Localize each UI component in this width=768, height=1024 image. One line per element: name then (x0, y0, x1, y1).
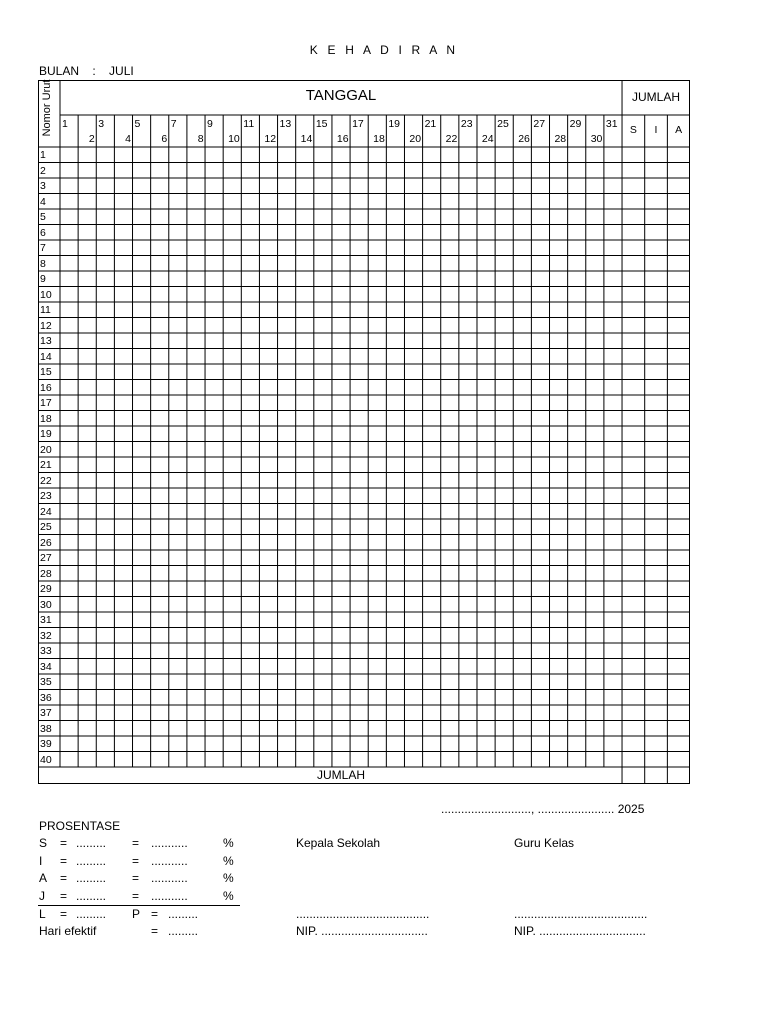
row-number: 28 (40, 567, 52, 580)
stat-pct: % (223, 853, 234, 868)
document-title: K E H A D I R A N (309, 43, 459, 57)
row-number: 18 (40, 412, 52, 425)
row-number: 5 (40, 211, 46, 223)
month-separator: : (92, 64, 96, 78)
day-number: 29 (569, 118, 582, 130)
row-number: 10 (40, 288, 52, 301)
day-number: 2 (88, 133, 95, 145)
day-number: 7 (170, 118, 177, 130)
stat-v1: ......... (76, 836, 107, 850)
day-number: 16 (336, 133, 349, 145)
hari-efektif-value: ......... (168, 924, 199, 938)
attendance-table (38, 80, 690, 784)
stat-v2: ........... (151, 836, 188, 850)
stat-pct: % (223, 871, 234, 885)
row-number: 17 (40, 397, 52, 409)
guru-kelas-nip: NIP. ................................ (514, 924, 646, 938)
summary-column-s: S (629, 124, 637, 136)
jumlah-header: JUMLAH (631, 90, 680, 104)
stat-eq1: = (60, 853, 68, 868)
day-number: 28 (554, 133, 567, 145)
month-label: BULAN (39, 64, 80, 78)
row-number: 14 (40, 350, 52, 363)
row-number: 25 (40, 521, 52, 533)
stat-eq2: = (132, 853, 140, 868)
row-number: 34 (40, 660, 52, 673)
day-number: 22 (445, 133, 458, 145)
nomor-urut-header: Nomor Urut (41, 79, 53, 137)
row-number: 40 (40, 753, 52, 766)
stat-eq2: = (132, 871, 140, 885)
guru-kelas-title: Guru Kelas (514, 836, 575, 850)
row-number: 39 (40, 738, 52, 750)
row-number: 32 (40, 629, 52, 642)
row-number: 24 (40, 505, 52, 518)
row-number: 2 (40, 164, 46, 177)
row-number: 37 (40, 707, 52, 719)
row-number: 20 (40, 443, 52, 456)
row-number: 4 (40, 195, 46, 208)
stat-label: I (39, 853, 43, 868)
stat-v1: ......... (76, 853, 107, 868)
row-number: 31 (40, 614, 52, 626)
day-number: 18 (373, 133, 385, 145)
summary-column-i: I (654, 124, 658, 136)
day-number: 15 (315, 118, 328, 130)
row-number: 12 (40, 319, 52, 332)
stat-label: A (39, 871, 48, 885)
row-number: 29 (40, 583, 52, 595)
day-number: 26 (518, 133, 530, 145)
day-number: 8 (197, 133, 204, 145)
day-number: 19 (388, 118, 401, 130)
lp-p-value: ......... (168, 907, 199, 921)
row-number: 21 (40, 459, 52, 471)
day-number: 4 (125, 133, 131, 145)
tanggal-header: TANGGAL (305, 87, 377, 104)
lp-p-label: P (132, 907, 141, 921)
day-number: 20 (409, 133, 422, 145)
lp-l-eq: = (60, 907, 68, 921)
stat-v2: ........... (151, 853, 188, 868)
hari-efektif-label: Hari efektif (39, 924, 97, 938)
stat-label: J (39, 888, 45, 903)
day-number: 31 (605, 118, 618, 130)
lp-l-label: L (39, 907, 46, 921)
row-number: 30 (40, 598, 52, 611)
stat-eq1: = (60, 888, 68, 903)
row-number: 9 (40, 273, 46, 285)
row-number: 16 (40, 381, 52, 394)
day-number: 25 (497, 118, 509, 130)
day-number: 10 (228, 133, 240, 145)
kepala-sekolah-nip: NIP. ................................ (296, 924, 428, 938)
lp-l-value: ......... (76, 907, 107, 921)
hari-efektif-eq: = (151, 924, 159, 938)
row-number: 38 (40, 722, 52, 735)
day-number: 9 (207, 118, 213, 130)
prosentase-label: PROSENTASE (39, 819, 121, 833)
day-number: 13 (279, 118, 292, 130)
stats-divider (38, 905, 240, 906)
month-line (39, 64, 134, 78)
month-value: JULI (109, 64, 134, 78)
row-number: 35 (40, 676, 52, 688)
row-number: 1 (40, 149, 46, 161)
stat-eq2: = (132, 836, 140, 850)
lp-p-eq: = (151, 907, 159, 921)
day-number: 24 (481, 133, 494, 145)
row-number: 22 (40, 474, 52, 487)
date-line: ..........................., ....................... 2025 (441, 802, 645, 816)
row-number: 36 (40, 691, 52, 704)
row-number: 13 (40, 335, 52, 347)
stat-v2: ........... (151, 888, 188, 903)
day-number: 27 (533, 118, 546, 130)
day-number: 5 (134, 118, 141, 130)
day-number: 6 (161, 133, 168, 145)
stat-eq1: = (60, 836, 68, 850)
row-number: 15 (40, 366, 52, 378)
stat-v1: ......... (76, 871, 107, 885)
kepala-sekolah-sign-line: ........................................ (296, 907, 430, 921)
jumlah-footer-label: JUMLAH (316, 768, 365, 782)
stat-pct: % (223, 888, 234, 903)
stat-eq1: = (60, 871, 68, 885)
row-number: 23 (40, 490, 52, 502)
day-number: 21 (424, 118, 437, 130)
stat-v2: ........... (151, 871, 188, 885)
stat-eq2: = (132, 888, 140, 903)
day-number: 11 (243, 118, 255, 130)
row-number: 3 (40, 180, 46, 192)
guru-kelas-sign-line: ........................................ (514, 907, 648, 921)
row-number: 19 (40, 428, 52, 440)
row-number: 6 (40, 226, 46, 239)
day-number: 14 (300, 133, 313, 145)
day-number: 3 (98, 118, 105, 130)
row-number: 11 (40, 304, 51, 316)
day-number: 17 (352, 118, 364, 130)
row-number: 7 (40, 242, 46, 254)
row-number: 26 (40, 536, 52, 549)
day-number: 1 (62, 118, 68, 130)
attendance-grid-lines (38, 80, 690, 784)
day-number: 30 (590, 133, 603, 145)
row-number: 33 (40, 645, 52, 657)
summary-column-a: A (675, 124, 683, 136)
day-number: 12 (264, 133, 277, 145)
row-number: 27 (40, 552, 52, 564)
stat-pct: % (223, 836, 234, 850)
stat-label: S (39, 836, 48, 850)
day-number: 23 (460, 118, 473, 130)
row-number: 8 (40, 257, 46, 270)
kepala-sekolah-title: Kepala Sekolah (296, 836, 381, 850)
stat-v1: ......... (76, 888, 107, 903)
